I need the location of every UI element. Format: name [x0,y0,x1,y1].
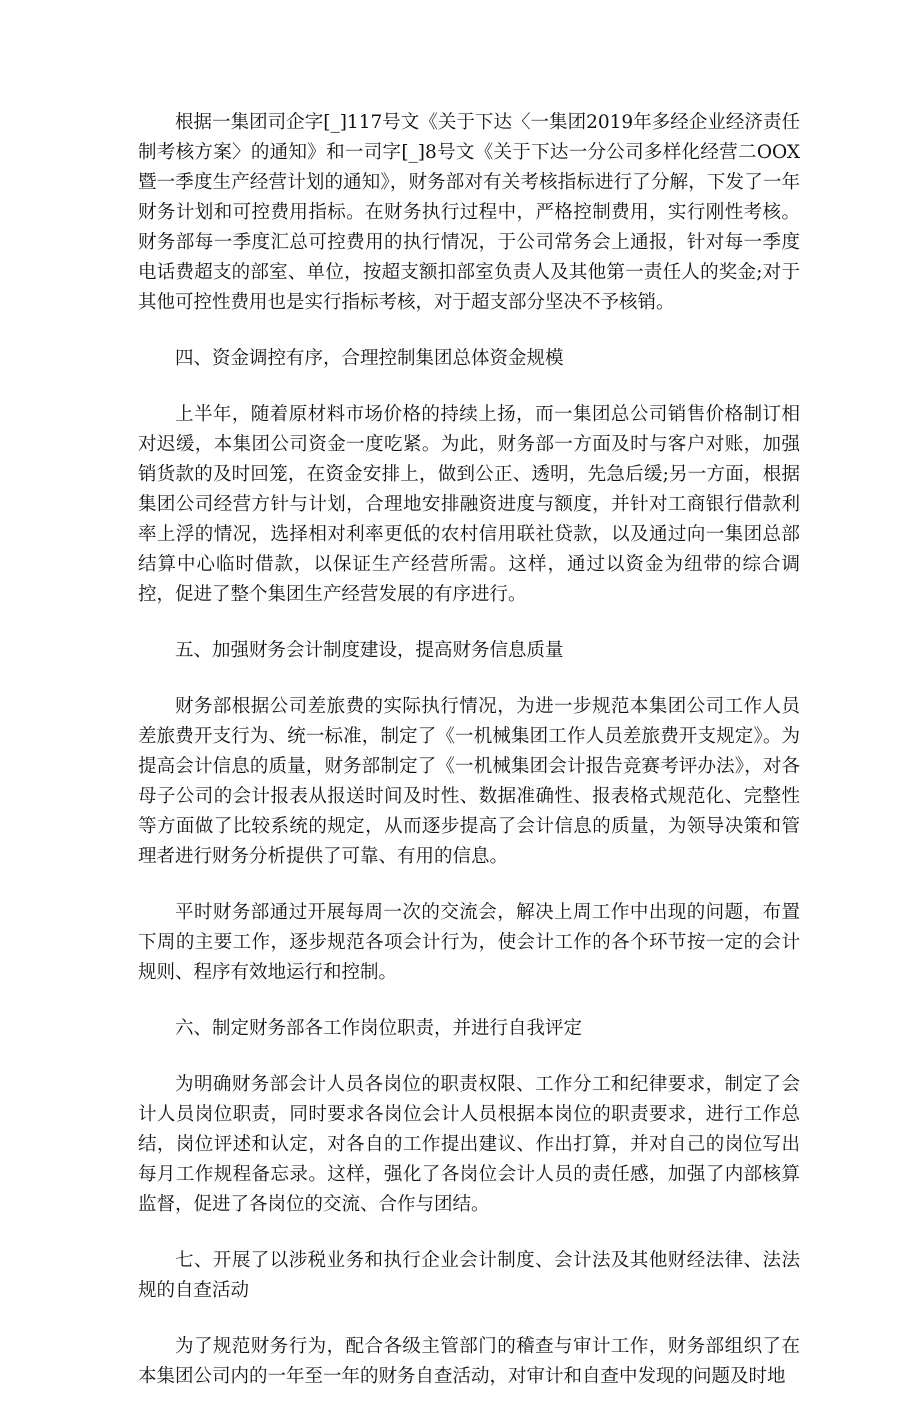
paragraph-budget-control: 根据一集团司企字[_]117号文《关于下达〈一集团2019年多经企业经济责任制考核方案〉的通知》和一司字[_]8号文《关于下达一分公司多样化经营二OOX暨一季度生产经营计划的通知》，财务部对有关考核指标进行了分解，下发了一年财务计划和可控费用指标。在财务执行过程中，严格控制费用，实行刚性考核。财务部每一季度汇总可控费用的执行情况，于公司常务会上通报，针对每一季度电话费超支的部室、单位，按超支额扣部室负责人及其他第一责任人的奖金;对于其他可控性费用也是实行指标考核，对于超支部分坚决不予核销。 [138,112,800,313]
paragraph-accounting-system: 财务部根据公司差旅费的实际执行情况，为进一步规范本集团公司工作人员差旅费开支行为、统一标准，制定了《一机械集团工作人员差旅费开支规定》。为提高会计信息的质量，财务部制定了《一机械集团会计报告竞赛考评办法》，对各母子公司的会计报表从报送时间及时性、数据准确性、报表格式规范化、完整性等方面做了比较系统的规定，从而逐步提高了会计信息的质量，为领导决策和管理者进行财务分析提供了可靠、有用的信息。 [138,696,800,867]
section-heading-7: 七、开展了以涉税业务和执行企业会计制度、会计法及其他财经法律、法法规的自查活动 [138,1250,800,1301]
paragraph-fund-control: 上半年，随着原材料市场价格的持续上扬，而一集团总公司销售价格制订相对迟缓，本集团公司资金一度吃紧。为此，财务部一方面及时与客户对账，加强销货款的及时回笼，在资金安排上，做到公正、透明，先急后缓;另一方面，根据集团公司经营方针与计划，合理地安排融资进度与额度，并针对工商银行借款利率上浮的情况，选择相对利率更低的农村信用联社贷款，以及通过向一集团总部结算中心临时借款，以保证生产经营所需。这样，通过以资金为纽带的综合调控，促进了整个集团生产经营发展的有序进行。 [138,404,800,605]
section-heading-5: 五、加强财务会计制度建设，提高财务信息质量 [175,640,564,661]
paragraph-weekly-meeting: 平时财务部通过开展每周一次的交流会，解决上周工作中出现的问题，布置下周的主要工作，逐步规范各项会计行为，使会计工作的各个环节按一定的会计规则、程序有效地运行和控制。 [138,902,800,983]
section-heading-4: 四、资金调控有序，合理控制集团总体资金规模 [175,348,564,369]
document-page [138,108,800,1418]
section-heading-6: 六、制定财务部各工作岗位职责，并进行自我评定 [175,1018,583,1039]
paragraph-self-inspection: 为了规范财务行为，配合各级主管部门的稽查与审计工作，财务部组织了在本集团公司内的一年至一年的财务自查活动，对审计和自查中发现的问题及时地 [138,1336,800,1387]
paragraph-job-duties: 为明确财务部会计人员各岗位的职责权限、工作分工和纪律要求，制定了会计人员岗位职责，同时要求各岗位会计人员根据本岗位的职责要求，进行工作总结，岗位评述和认定，对各自的工作提出建议、作出打算，并对自己的岗位写出每月工作规程备忘录。这样，强化了各岗位会计人员的责任感，加强了内部核算监督，促进了各岗位的交流、合作与团结。 [138,1074,800,1215]
